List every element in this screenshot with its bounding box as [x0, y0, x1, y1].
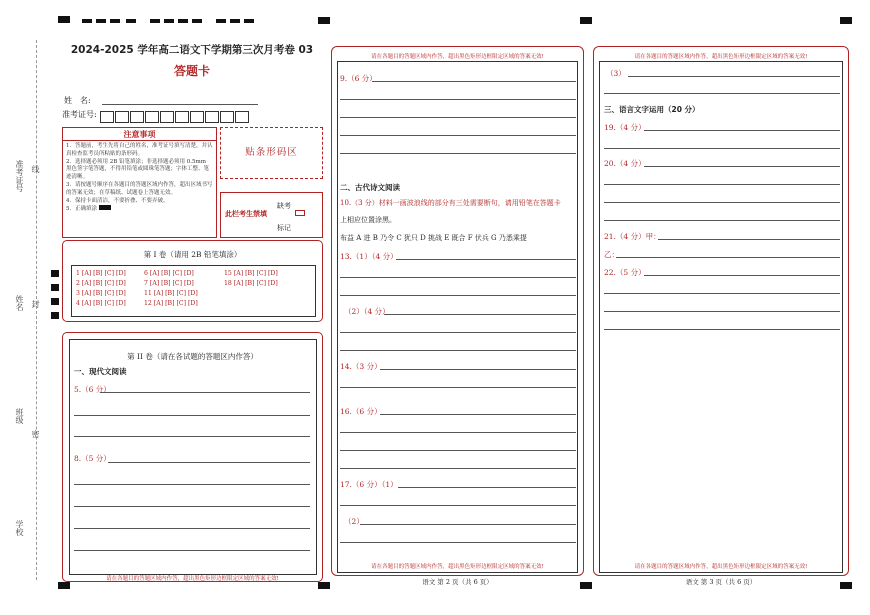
absent-note: 此栏考生禁填: [225, 209, 267, 218]
question-17-2-label: （2）: [344, 517, 364, 526]
timing-mark: [230, 19, 240, 23]
choice-row[interactable]: 7 [A] [B] [C] [D]: [144, 280, 194, 287]
question-13-2-label: （2）（4 分）: [344, 307, 390, 316]
question-13-label: 13.（1）（4 分）: [340, 252, 398, 261]
question-16-label: 16.（6 分）: [340, 407, 382, 416]
answer-line[interactable]: [74, 506, 310, 507]
registration-mark: [58, 16, 70, 23]
absent-checkbox[interactable]: [295, 210, 305, 216]
registration-mark: [58, 582, 70, 589]
answer-line[interactable]: [340, 542, 576, 543]
answer-line[interactable]: [604, 184, 840, 185]
answer-line[interactable]: [340, 432, 576, 433]
notes-title: 注意事项: [63, 128, 216, 141]
answer-line[interactable]: [340, 153, 576, 154]
timing-mark: [110, 19, 120, 23]
question-20-label: 20.（4 分）: [604, 159, 646, 168]
side-mark: [51, 298, 59, 305]
question-21-b-label: 乙：: [604, 250, 619, 259]
question-17-label: 17.（6 分）（1）: [340, 480, 398, 489]
absent-mark-label: 标记: [277, 224, 291, 232]
answer-line[interactable]: [616, 257, 840, 258]
id-label: 准考证号:: [62, 110, 97, 119]
page-footer: 语文 第 3 页（共 6 页）: [685, 578, 757, 586]
id-boxes[interactable]: [100, 108, 250, 127]
timing-mark: [96, 19, 106, 23]
choice-row[interactable]: 1 [A] [B] [C] [D]: [76, 270, 126, 277]
registration-mark: [840, 17, 852, 24]
timing-mark: [82, 19, 92, 23]
note-item: 5．正确填涂: [66, 206, 97, 213]
timing-mark: [150, 19, 160, 23]
section2-heading: 二、古代诗文阅读: [340, 183, 400, 192]
choice-row[interactable]: 6 [A] [B] [C] [D]: [144, 270, 194, 277]
answer-line[interactable]: [340, 350, 576, 351]
choice-row[interactable]: 18 [A] [B] [C] [D]: [224, 280, 278, 287]
question-9-label: 9.（6 分）: [340, 74, 377, 83]
question-14-label: 14.（3 分）: [340, 362, 382, 371]
absent-box: [220, 192, 323, 238]
question-10-options[interactable]: 布益 A 进 B 乃令 C 犹只 D 挑战 E 既合 F 伏兵 G 乃悉乘提: [340, 234, 527, 242]
registration-mark: [318, 17, 330, 24]
warning-footer: 请在各题目的答题区域内作答，超出黑色矩形边框限定区域的答案无效!: [634, 564, 808, 570]
side-label-class: 班级: [15, 408, 24, 424]
side-label-seal: 封: [31, 300, 40, 308]
part1-title: 第 I 卷（请用 2B 铅笔填涂）: [143, 250, 242, 259]
section1-heading: 一、现代文阅读: [74, 367, 127, 376]
answer-line[interactable]: [644, 130, 840, 131]
side-label-line: 线: [31, 165, 40, 173]
answer-line[interactable]: [380, 369, 576, 370]
side-label-school: 学校: [15, 520, 24, 536]
answer-line[interactable]: [340, 295, 576, 296]
side-label-name: 姓名: [15, 295, 24, 311]
answer-line[interactable]: [604, 311, 840, 312]
column3-inner: [599, 61, 843, 573]
part2-title: 第 II 卷（请在各试题的答题区内作答）: [127, 352, 258, 361]
answer-line[interactable]: [372, 81, 576, 82]
side-mark: [51, 270, 59, 277]
absent-label: 缺考: [277, 202, 291, 210]
answer-line[interactable]: [628, 76, 840, 77]
warning-header: 请在各题目的答题区域内作答，超出黑色矩形边框限定区域的答案无效!: [371, 54, 544, 60]
warning-footer: 请在各题目的答题区域内作答，超出黑色矩形边框限定区域的答案无效!: [371, 564, 544, 570]
question-10-label: 10.（3 分）材料一画波浪线的部分有三处需要断句，请用铅笔在答题卡: [340, 199, 561, 207]
question-8-label: 8.（5 分）: [74, 454, 111, 463]
choice-row[interactable]: 12 [A] [B] [C] [D]: [144, 300, 198, 307]
answer-line[interactable]: [340, 468, 576, 469]
side-label-id: 准考证号: [15, 160, 24, 192]
answer-line[interactable]: [604, 220, 840, 221]
question-19-label: 19.（4 分）: [604, 123, 646, 132]
note-item: 3．请按题号顺序在各题目的答题区域内作答，超出区域书写的答案无效；在草稿纸、试题卷上答题无效。: [66, 181, 213, 196]
timing-mark: [164, 19, 174, 23]
answer-line[interactable]: [340, 99, 576, 100]
part1-box: [62, 240, 323, 322]
answer-line[interactable]: [604, 93, 840, 94]
warning-footer: 请在各题目的答题区域内作答，超出黑色矩形边框限定区域的答案无效!: [106, 576, 279, 582]
answer-line[interactable]: [604, 329, 840, 330]
timing-mark: [126, 19, 136, 23]
timing-mark: [178, 19, 188, 23]
warning-header: 请在各题目的答题区域内作答，超出黑色矩形边框限定区域的答案无效!: [634, 54, 808, 60]
filled-sample-icon: [99, 205, 111, 210]
note-item: 4．保持卡面清洁，不要折叠、不要弄破。: [66, 197, 169, 204]
answer-line[interactable]: [396, 259, 576, 260]
answer-line[interactable]: [340, 117, 576, 118]
choice-row[interactable]: 3 [A] [B] [C] [D]: [76, 290, 126, 297]
note-item: 2．选择题必须用 2B 铅笔填涂；非选择题必须用 0.5mm 黑色签字笔答题，不得用铅笔或圆珠笔答题；字体工整、笔迹清晰。: [66, 158, 210, 181]
answer-line[interactable]: [604, 293, 840, 294]
side-mark: [51, 312, 59, 319]
answer-line[interactable]: [74, 484, 310, 485]
answer-line[interactable]: [340, 450, 576, 451]
answer-line[interactable]: [360, 524, 576, 525]
answer-line[interactable]: [340, 387, 576, 388]
side-label-secret: 密: [31, 430, 40, 438]
answer-line[interactable]: [74, 415, 310, 416]
timing-mark: [244, 19, 254, 23]
question-10-text2: 上相应位置涂黑。: [340, 216, 396, 224]
column2-inner: [337, 61, 578, 573]
choice-row[interactable]: 11 [A] [B] [C] [D]: [144, 290, 198, 297]
binding-line: [36, 40, 37, 580]
registration-mark: [580, 17, 592, 24]
name-label: 姓 名:: [64, 96, 91, 105]
timing-mark: [216, 19, 226, 23]
choice-row[interactable]: 2 [A] [B] [C] [D]: [76, 280, 126, 287]
question-10-text: [340, 198, 561, 208]
answer-line[interactable]: [108, 462, 310, 463]
answer-line[interactable]: [604, 148, 840, 149]
answer-line[interactable]: [380, 414, 576, 415]
note-item: 1．答题前，考生先将自己的姓名，准考证号填写清楚，并认真检查监考员所粘贴的条形码。: [66, 143, 213, 157]
name-input-line[interactable]: [102, 104, 258, 105]
choice-row[interactable]: 4 [A] [B] [C] [D]: [76, 300, 126, 307]
choice-row[interactable]: 15 [A] [B] [C] [D]: [224, 270, 278, 277]
answer-line[interactable]: [340, 332, 576, 333]
notes-box: [62, 127, 217, 238]
registration-mark: [318, 582, 330, 589]
choice-grid: [71, 265, 316, 317]
timing-mark: [192, 19, 202, 23]
answer-line[interactable]: [100, 392, 310, 393]
question-21-label: 21.（4 分）甲：: [604, 232, 661, 241]
answer-line[interactable]: [658, 239, 840, 240]
answer-line[interactable]: [398, 487, 576, 488]
question-5-label: 5.（6 分）: [74, 385, 111, 394]
answer-line[interactable]: [340, 135, 576, 136]
answer-line[interactable]: [340, 505, 576, 506]
side-mark: [51, 284, 59, 291]
question-3-label: （3）: [606, 69, 626, 78]
answer-line[interactable]: [74, 550, 310, 551]
page-subtitle: 答题卡: [173, 64, 210, 78]
barcode-label: 贴条形码区: [245, 147, 298, 158]
section3-heading: 三、语言文字运用（20 分）: [604, 105, 700, 114]
page-title: 2024-2025 学年高二语文下学期第三次月考卷 03: [70, 44, 314, 56]
answer-line[interactable]: [74, 528, 310, 529]
answer-line[interactable]: [604, 202, 840, 203]
answer-line[interactable]: [644, 166, 840, 167]
question-22-label: 22.（5 分）: [604, 268, 646, 277]
answer-line[interactable]: [384, 314, 576, 315]
answer-line[interactable]: [644, 275, 840, 276]
page-footer: 语文 第 2 页（共 6 页）: [422, 578, 493, 586]
barcode-area: [220, 127, 323, 179]
answer-line[interactable]: [74, 436, 310, 437]
answer-line[interactable]: [340, 277, 576, 278]
